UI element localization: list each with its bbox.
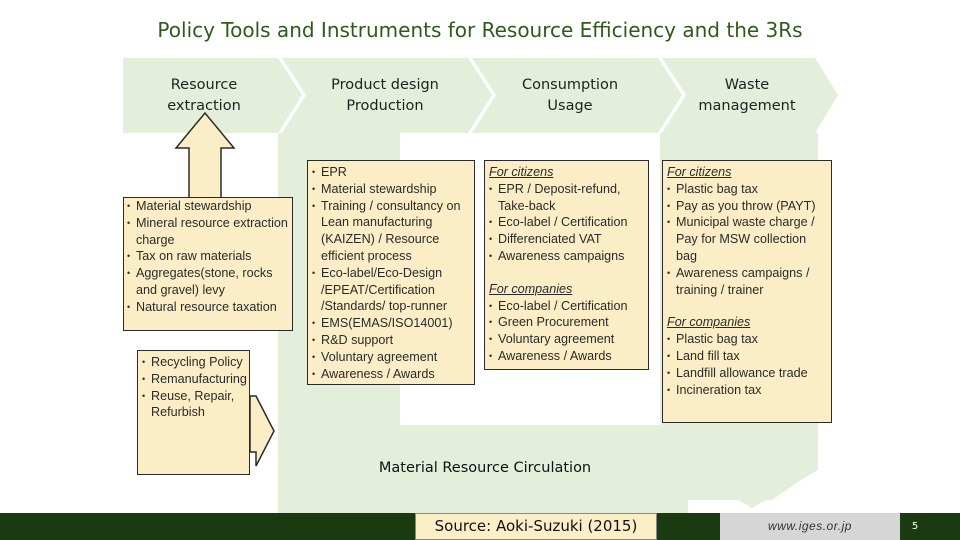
list-item: • Awareness / Awards: [312, 366, 470, 383]
page-number: 5: [911, 521, 919, 532]
list-item: • Voluntary agreement: [312, 349, 470, 366]
list-item: • Eco-label / Certification: [489, 214, 644, 231]
page-title: Policy Tools and Instruments for Resource Efficiency and the 3Rs: [157, 18, 803, 42]
consumption-policy-box: [484, 160, 649, 370]
stage-line: Production: [346, 98, 424, 114]
list-item: • Material stewardship: [127, 198, 289, 215]
list-item: • Plastic bag tax: [667, 331, 827, 348]
list-item: • Natural resource taxation: [127, 299, 289, 316]
list-item: • EPR / Deposit-refund, Take-back: [489, 181, 644, 215]
list-item: • Eco-label/Eco-Design /EPEAT/Certification /Standards/ top-runner: [312, 265, 470, 315]
consumption-citizens-list: [489, 181, 644, 265]
source-citation: Source: Aoki-Suzuki (2015): [415, 513, 657, 540]
recycling-list: [142, 354, 245, 421]
list-item: • EMS(EMAS/ISO14001): [312, 315, 470, 332]
list-item: • Material stewardship: [312, 181, 470, 198]
stage-consumption: [490, 75, 650, 117]
list-item: • Green Procurement: [489, 314, 644, 331]
list-item: • Plastic bag tax: [667, 181, 827, 198]
companies-heading: For companies: [667, 315, 751, 330]
list-item: • R&D support: [312, 332, 470, 349]
extraction-policy-box: [123, 197, 293, 331]
list-item: • Remanufacturing: [142, 371, 245, 388]
list-item: • Training / consultancy on Lean manufacturing (KAIZEN) / Resource efficient process: [312, 198, 470, 265]
right-arrow: [250, 396, 274, 466]
list-item: • Voluntary agreement: [489, 331, 644, 348]
stage-waste: [672, 75, 822, 117]
list-item: • Tax on raw materials: [127, 248, 289, 265]
list-item: • Reuse, Repair, Refurbish: [142, 388, 245, 422]
production-policy-box: [307, 160, 475, 385]
stage-line: Resource: [170, 77, 238, 93]
waste-policy-box: [662, 160, 832, 423]
list-item: • Eco-label / Certification: [489, 298, 644, 315]
list-item: • Land fill tax: [667, 348, 827, 365]
stage-product-design: [300, 75, 470, 117]
stage-line: Consumption: [521, 77, 619, 93]
list-item: • Awareness / Awards: [489, 348, 644, 365]
list-item: • Aggregates(stone, rocks and gravel) levy: [127, 265, 289, 299]
waste-citizens-list: [667, 181, 827, 299]
production-list: [312, 164, 470, 382]
stage-line: Product design: [331, 77, 439, 93]
circulation-label: Material Resource Circulation: [378, 460, 592, 476]
list-item: • Differenciated VAT: [489, 231, 644, 248]
list-item: • Municipal waste charge / Pay for MSW collection bag: [667, 214, 827, 264]
list-item: • Awareness campaigns: [489, 248, 644, 265]
list-item: • Pay as you throw (PAYT): [667, 198, 827, 215]
companies-heading: For companies: [489, 281, 573, 296]
list-item: • Recycling Policy: [142, 354, 245, 371]
citizens-heading: For citizens: [667, 165, 732, 179]
recycling-policy-box: [137, 350, 250, 475]
citizens-heading: For citizens: [489, 165, 554, 179]
stage-line: Waste: [724, 77, 770, 93]
list-item: • Awareness campaigns / training / trainer: [667, 265, 827, 299]
list-item: • Landfill allowance trade: [667, 365, 827, 382]
stage-resource-extraction: [123, 75, 285, 117]
consumption-companies-list: [489, 298, 644, 365]
list-item: • Incineration tax: [667, 382, 827, 399]
list-item: • EPR: [312, 164, 470, 181]
list-item: • Mineral resource extraction charge: [127, 215, 289, 249]
stage-line: management: [698, 98, 796, 114]
stage-line: Usage: [547, 98, 593, 114]
stage-line: extraction: [167, 98, 241, 114]
waste-companies-list: [667, 331, 827, 398]
extraction-list: [127, 198, 289, 316]
website-url[interactable]: www.iges.or.jp: [720, 513, 900, 540]
